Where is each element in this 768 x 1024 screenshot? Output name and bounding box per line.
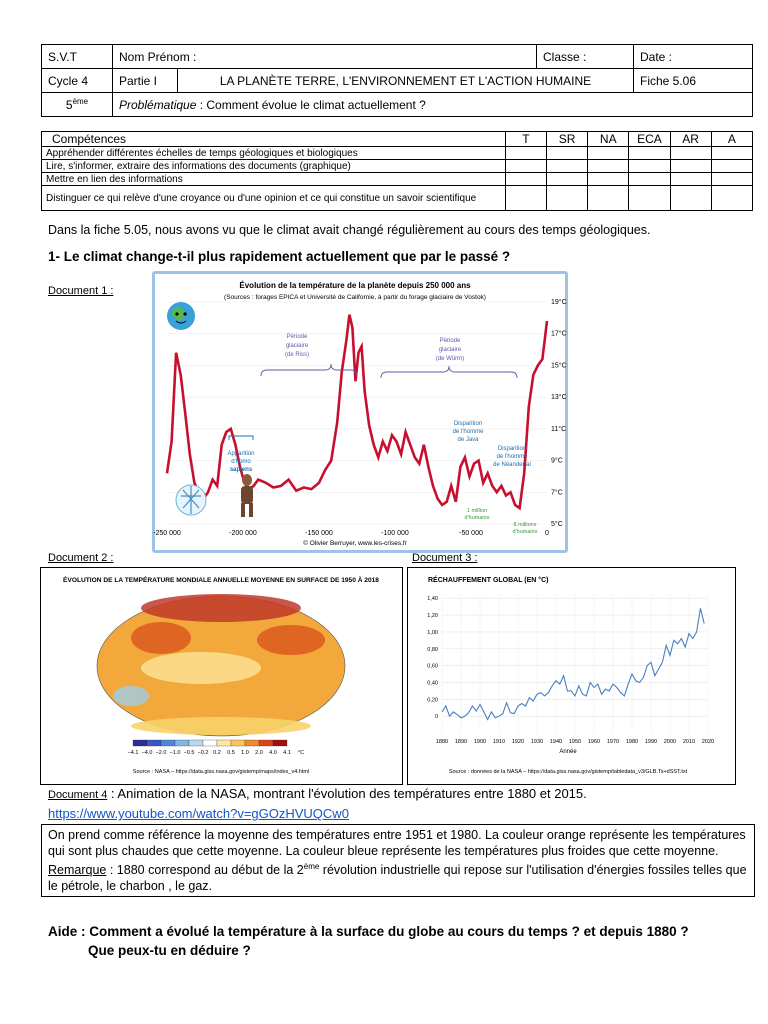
doc1-sources: (Sources : forages EPICA et Université de Californie, à partir du forage glaciaire de Vostok) xyxy=(224,294,486,301)
theme-title: LA PLANÈTE TERRE, L'ENVIRONNEMENT ET L'ACTION HUMAINE xyxy=(178,69,634,93)
cell[interactable] xyxy=(711,147,752,160)
x-tick-label: 2010 xyxy=(682,739,696,745)
homo-annotation xyxy=(227,451,254,473)
cycle-cell: Cycle 4 xyxy=(42,69,113,93)
cell[interactable] xyxy=(711,186,752,211)
skills-title: Compétences xyxy=(42,132,506,147)
level-cell xyxy=(42,93,113,117)
cell[interactable] xyxy=(546,147,587,160)
x-tick-label: 1890 xyxy=(454,739,468,745)
scale-label: −0.5 xyxy=(183,750,195,756)
subject-cell: S.V.T xyxy=(42,45,113,69)
cool-region xyxy=(113,686,149,706)
cell[interactable] xyxy=(546,173,587,186)
java-annotation xyxy=(453,421,484,443)
cell[interactable] xyxy=(505,147,546,160)
y-tick-label: 17°C xyxy=(551,330,567,338)
x-tick-label: 1970 xyxy=(606,739,620,745)
y-tick-label: 15°C xyxy=(551,362,567,370)
scale-label: 2.0 xyxy=(255,750,263,756)
scale-label: 4.1 xyxy=(283,750,291,756)
riss-l3: (de Riss) xyxy=(284,352,310,358)
scale-swatch xyxy=(273,740,287,746)
neander-l1: Disparition xyxy=(497,446,527,452)
skill-row: Distinguer ce qui relève d'une croyance ou d'une opinion et ce qui constitue un savoir scientifique xyxy=(42,186,506,211)
scale-label: 0.2 xyxy=(213,750,221,756)
scale-label: −2.0 xyxy=(155,750,167,756)
doc3-xlabel: Année xyxy=(559,749,577,755)
scale-swatch xyxy=(203,740,217,746)
skill-row: Mettre en lien des informations xyxy=(42,173,506,186)
x-tick-label: 1900 xyxy=(473,739,487,745)
x-tick-label: 1980 xyxy=(625,739,639,745)
caveman-icon xyxy=(241,474,253,517)
doc1-grid xyxy=(167,302,547,524)
skills-table xyxy=(41,131,753,211)
million-l2: d'humains xyxy=(464,515,490,521)
cell[interactable] xyxy=(588,147,629,160)
cell[interactable] xyxy=(505,160,546,173)
remark-b: révolution industrielle qui repose sur l'utilisation d'énergies fossiles telles que le pétrole, le charbon , le gaz. xyxy=(48,863,747,894)
y-tick-label: 1,00 xyxy=(427,629,438,636)
color-scale xyxy=(128,740,305,756)
x-tick-label: 0 xyxy=(545,530,549,537)
col-t: T xyxy=(505,132,546,147)
doc2-map xyxy=(40,567,403,785)
cell[interactable] xyxy=(629,160,670,173)
info-paragraph: On prend comme référence la moyenne des températures entre 1951 et 1980. La couleur orange représente les températures qui sont plus chaudes que cette moyenne. La couleur bleue représente les températures plus froides que cette moyenne. xyxy=(48,828,746,858)
doc2-source: Source : NASA – https://data.giss.nasa.gov/gistemp/maps/index_v4.html xyxy=(132,769,310,775)
doc3-svg xyxy=(408,568,735,784)
scale-label: −0.2 xyxy=(197,750,209,756)
earth-icon xyxy=(167,302,195,330)
help-line-2: Que peux-tu en déduire ? xyxy=(88,943,251,958)
remark-a: : 1880 correspond au début de la 2 xyxy=(106,863,304,878)
skill-row: Lire, s'informer, extraire des informations des documents (graphique) xyxy=(42,160,506,173)
scale-swatch xyxy=(259,740,273,746)
neander-annotation xyxy=(493,446,531,468)
cell[interactable] xyxy=(670,160,711,173)
col-eca: ECA xyxy=(629,132,670,147)
warm-region xyxy=(131,622,191,654)
col-sr: SR xyxy=(546,132,587,147)
x-tick-label: 1950 xyxy=(568,739,582,745)
level-number: 5 xyxy=(65,98,73,112)
scale-swatch xyxy=(245,740,259,746)
name-field[interactable]: Nom Prénom : xyxy=(113,45,537,69)
y-tick-label: 9°C xyxy=(551,457,563,465)
doc2-title: ÉVOLUTION DE LA TEMPÉRATURE MONDIALE ANNUELLE MOYENNE EN SURFACE DE 1950 À 2018 xyxy=(63,577,379,584)
riss-annotation xyxy=(285,334,309,358)
y-tick-label: 0,80 xyxy=(427,646,438,653)
cell[interactable] xyxy=(546,160,587,173)
y-tick-label: 0 xyxy=(434,714,438,721)
y-tick-label: 11°C xyxy=(551,425,567,433)
cell[interactable] xyxy=(505,186,546,211)
java-l2: de l'homme xyxy=(452,429,484,435)
help-line-1: Aide : Comment a évolué la température à la surface du globe au cours du temps ? et depuis 1880 ? xyxy=(48,924,689,939)
wurm-l3: (de Würm) xyxy=(435,356,465,362)
cell[interactable] xyxy=(670,173,711,186)
cell[interactable] xyxy=(588,160,629,173)
scale-swatch xyxy=(189,740,203,746)
col-a: A xyxy=(711,132,752,147)
cell[interactable] xyxy=(670,186,711,211)
riss-l1: Période xyxy=(286,334,308,340)
info-box xyxy=(41,824,755,897)
wurm-brace xyxy=(381,366,517,378)
x-tick-label: -250 000 xyxy=(153,530,181,537)
y-tick-label: 13°C xyxy=(551,394,567,402)
neander-l3: de Néandertal xyxy=(493,462,531,468)
scale-swatch xyxy=(175,740,189,746)
doc1-label: Document 1 : xyxy=(48,285,114,297)
scale-swatch xyxy=(161,740,175,746)
header-table xyxy=(41,44,753,117)
cell[interactable] xyxy=(588,173,629,186)
y-tick-label: 19°C xyxy=(551,299,567,306)
y-tick-label: 5°C xyxy=(551,521,563,528)
class-field[interactable]: Classe : xyxy=(537,45,634,69)
problematic xyxy=(113,93,753,117)
x-tick-label: -50 000 xyxy=(459,530,483,537)
java-l1: Disparition xyxy=(453,421,483,427)
scale-swatch xyxy=(133,740,147,746)
million-l1: 1 million xyxy=(466,508,488,514)
milliard-l1: 8 millions xyxy=(513,522,537,528)
homo-l1: Apparition xyxy=(227,451,255,457)
x-tick-label: 2000 xyxy=(663,739,677,745)
x-tick-label: -100 000 xyxy=(381,530,409,537)
cell[interactable] xyxy=(629,147,670,160)
neander-l2: de l'homme xyxy=(496,454,528,460)
scale-label: −4.1 xyxy=(127,750,139,756)
doc4-label: Document 4 xyxy=(48,789,108,801)
cell[interactable] xyxy=(629,173,670,186)
antarctic-band xyxy=(131,717,311,735)
x-tick-label: 1920 xyxy=(511,739,525,745)
x-tick-label: 1910 xyxy=(492,739,506,745)
scale-swatch xyxy=(231,740,245,746)
doc3-source: Source : données de la NASA – https://data.giss.nasa.gov/gistemp/tabledata_v3/GLB.Ts+dSST.txt xyxy=(448,769,688,775)
arctic-warming xyxy=(141,594,301,622)
y-tick-label: 1,40 xyxy=(427,596,438,603)
frozen-earth-icon xyxy=(176,485,206,515)
scale-label: °C xyxy=(297,750,305,756)
doc2-svg xyxy=(41,568,402,784)
homo-l3: sapiens xyxy=(229,467,253,473)
doc3-label: Document 3 : xyxy=(412,552,478,564)
y-tick-label: 1,20 xyxy=(427,613,438,620)
cell[interactable] xyxy=(505,173,546,186)
help-question xyxy=(48,922,689,960)
scale-swatch xyxy=(147,740,161,746)
wurm-l2: glaciaire xyxy=(438,347,462,353)
x-tick-label: 1930 xyxy=(530,739,544,745)
scale-label: 4.0 xyxy=(269,750,277,756)
part-cell: Partie I xyxy=(113,69,178,93)
cell[interactable] xyxy=(546,186,587,211)
x-tick-label: 1880 xyxy=(435,739,449,745)
level-sup: ème xyxy=(72,97,89,106)
cell[interactable] xyxy=(670,147,711,160)
skill-row: Appréhender différentes échelles de temps géologiques et biologiques xyxy=(42,147,506,160)
problematic-label: Problématique xyxy=(119,97,197,112)
y-tick-label: 0,40 xyxy=(427,680,438,687)
doc2-label: Document 2 : xyxy=(48,552,114,564)
mild-region xyxy=(141,652,261,684)
x-tick-label: -150 000 xyxy=(305,530,333,537)
doc1-svg xyxy=(155,274,565,550)
y-tick-label: 7°C xyxy=(551,489,563,497)
doc1-temperature-line xyxy=(167,315,547,508)
date-field[interactable]: Date : xyxy=(634,45,753,69)
intro-text: Dans la fiche 5.05, nous avons vu que le climat avait changé régulièrement au cours des temps géologiques. xyxy=(48,223,651,237)
sheet-number: Fiche 5.06 xyxy=(634,69,753,93)
scale-label: 0.5 xyxy=(227,750,235,756)
doc4-video-link[interactable]: https://www.youtube.com/watch?v=gGOzHVUQCw0 xyxy=(48,806,349,821)
remark xyxy=(48,859,748,894)
x-tick-label: 1990 xyxy=(644,739,658,745)
problematic-text: : Comment évolue le climat actuellement ? xyxy=(196,97,426,112)
warm-region xyxy=(257,625,325,655)
cell[interactable] xyxy=(629,186,670,211)
doc1-credit: © Olivier Berruyer, www.les-crises.fr xyxy=(303,540,407,547)
doc3-chart xyxy=(407,567,736,785)
doc3-grid xyxy=(442,594,708,733)
question-1: 1- Le climat change-t-il plus rapidement actuellement que par le passé ? xyxy=(48,249,511,264)
remark-sup: ème xyxy=(303,862,320,871)
doc1-title: Évolution de la température de la planète depuis 250 000 ans xyxy=(239,281,471,290)
wurm-annotation xyxy=(436,338,464,362)
col-ar: AR xyxy=(670,132,711,147)
doc1-chart xyxy=(152,271,568,553)
cell[interactable] xyxy=(711,173,752,186)
col-na: NA xyxy=(588,132,629,147)
scale-swatch xyxy=(217,740,231,746)
scale-label: −4.0 xyxy=(141,750,153,756)
doc3-title: RÉCHAUFFEMENT GLOBAL (EN °C) xyxy=(428,577,549,584)
doc3-temperature-line xyxy=(442,608,704,719)
doc4-line xyxy=(48,786,587,801)
scale-label: 1.0 xyxy=(241,750,249,756)
scale-label: −1.0 xyxy=(169,750,181,756)
x-tick-label: 2020 xyxy=(701,739,715,745)
doc3-label-wrap xyxy=(412,552,477,564)
doc4-text: : Animation de la NASA, montrant l'évolution des températures entre 1880 et 2015. xyxy=(107,786,587,801)
x-tick-label: 1940 xyxy=(549,739,563,745)
homo-l2: d'homo xyxy=(231,459,251,465)
x-tick-label: -200 000 xyxy=(229,530,257,537)
riss-l2: glaciaire xyxy=(285,343,309,349)
java-l3: de Java xyxy=(457,437,479,443)
doc3-axis-ticks xyxy=(427,596,714,745)
y-tick-label: 0,20 xyxy=(427,697,438,704)
remark-label: Remarque xyxy=(48,863,107,878)
cell[interactable] xyxy=(588,186,629,211)
milliard-l2: d'humains xyxy=(512,529,538,535)
y-tick-label: 0,60 xyxy=(427,663,438,670)
x-tick-label: 1960 xyxy=(587,739,601,745)
cell[interactable] xyxy=(711,160,752,173)
wurm-l1: Période xyxy=(439,338,461,344)
